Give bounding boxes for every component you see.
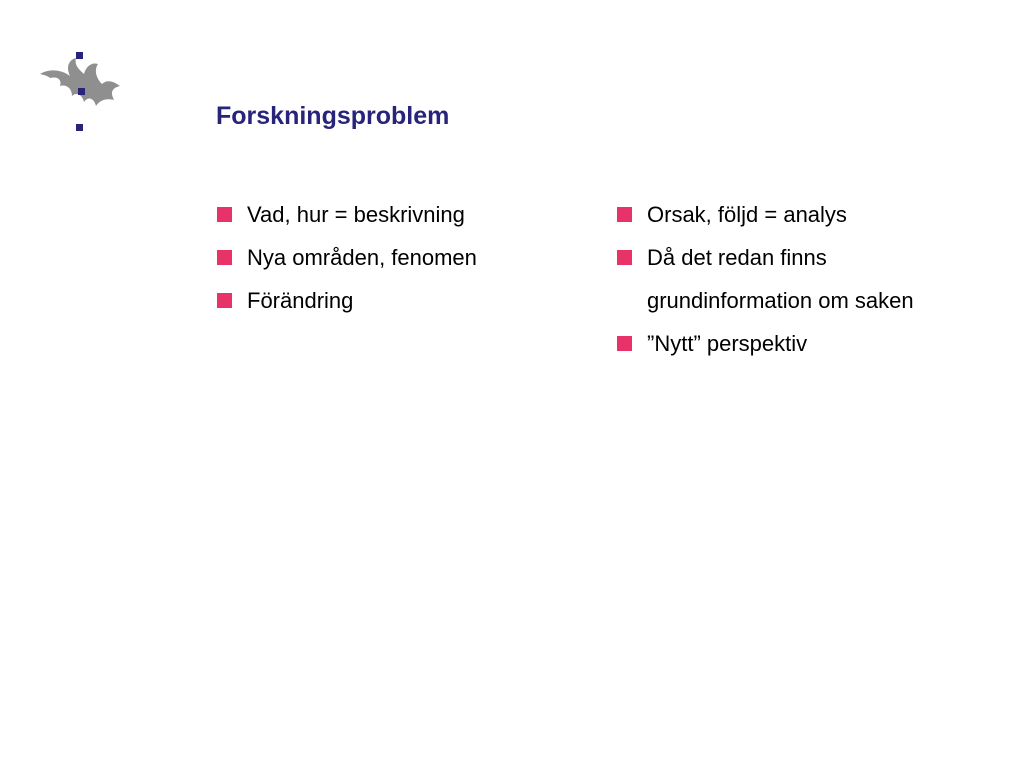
square-bullet-icon — [617, 336, 632, 351]
list-item — [216, 193, 576, 236]
list-item-text: Orsak, följd = analys — [647, 202, 847, 227]
university-flame-logo-icon — [36, 48, 126, 138]
list-item-text: Förändring — [247, 288, 354, 313]
list-item — [616, 193, 996, 236]
list-item-text: ”Nytt” perspektiv — [647, 331, 808, 356]
left-bullet-list — [216, 193, 576, 322]
square-bullet-icon — [217, 207, 232, 222]
square-bullet-icon — [617, 207, 632, 222]
square-bullet-icon — [217, 293, 232, 308]
slide-title: Forskningsproblem — [216, 102, 450, 130]
list-item-text: Då det redan finns grundinformation om saken — [647, 245, 914, 313]
list-item — [616, 322, 996, 365]
square-bullet-icon — [617, 250, 632, 265]
list-item — [216, 236, 576, 279]
list-item — [616, 236, 996, 322]
right-bullet-list — [616, 193, 996, 365]
list-item-text: Nya områden, fenomen — [247, 245, 477, 270]
square-bullet-icon — [217, 250, 232, 265]
list-item-text: Vad, hur = beskrivning — [247, 202, 465, 227]
list-item — [216, 279, 576, 322]
